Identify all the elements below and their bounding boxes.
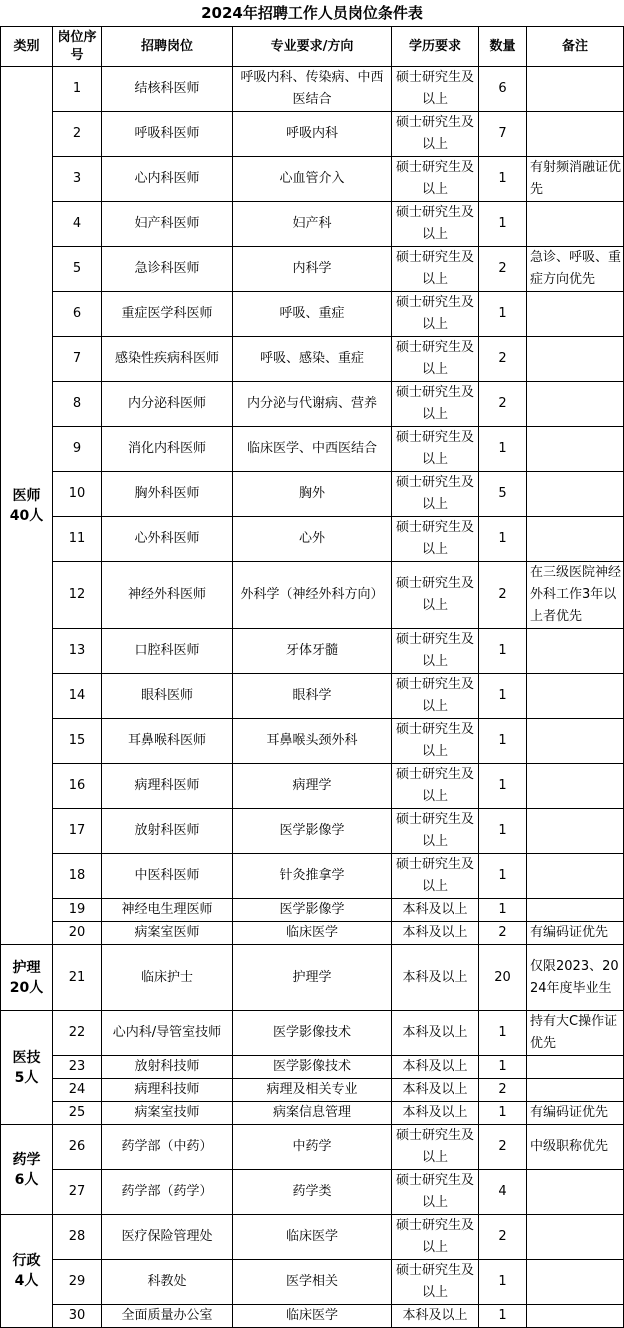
category-name: 行政 <box>12 1253 41 1269</box>
education-cell: 硕士研究生及以上 <box>392 427 479 472</box>
category-cell <box>1 67 53 945</box>
category-name: 护理 <box>12 959 41 976</box>
count-cell: 2 <box>479 1079 527 1102</box>
count-cell: 1 <box>479 674 527 719</box>
header-position: 招聘岗位 <box>102 27 233 67</box>
table-row <box>1 562 624 629</box>
count-cell: 2 <box>479 1125 527 1170</box>
table-row <box>1 1056 624 1079</box>
education-cell: 本科及以上 <box>392 1305 479 1328</box>
education-cell: 硕士研究生及以上 <box>392 202 479 247</box>
count-cell: 1 <box>479 1056 527 1079</box>
note-cell <box>527 1215 624 1260</box>
count-cell: 1 <box>479 764 527 809</box>
recruitment-table <box>0 26 624 1328</box>
education-cell: 硕士研究生及以上 <box>392 517 479 562</box>
note-cell: 中级职称优先 <box>527 1125 624 1170</box>
position-cell: 病案室医师 <box>102 922 233 945</box>
major-cell: 医学相关 <box>233 1260 392 1305</box>
category-cell <box>1 1215 53 1328</box>
education-cell: 本科及以上 <box>392 945 479 1011</box>
seq-cell: 19 <box>53 899 102 922</box>
table-row <box>1 1102 624 1125</box>
count-cell: 5 <box>479 472 527 517</box>
count-cell: 1 <box>479 427 527 472</box>
table-row <box>1 67 624 112</box>
education-cell: 本科及以上 <box>392 1011 479 1056</box>
count-cell: 2 <box>479 337 527 382</box>
category-cell <box>1 1125 53 1215</box>
major-cell: 医学影像技术 <box>233 1056 392 1079</box>
major-cell: 牙体牙髓 <box>233 629 392 674</box>
note-cell: 在三级医院神经外科工作3年以上者优先 <box>527 562 624 629</box>
education-cell: 本科及以上 <box>392 1079 479 1102</box>
education-cell: 硕士研究生及以上 <box>392 1125 479 1170</box>
education-cell: 硕士研究生及以上 <box>392 854 479 899</box>
seq-cell: 13 <box>53 629 102 674</box>
major-cell: 病理学 <box>233 764 392 809</box>
note-cell <box>527 202 624 247</box>
header-note: 备注 <box>527 27 624 67</box>
seq-cell: 20 <box>53 922 102 945</box>
seq-cell: 27 <box>53 1170 102 1215</box>
education-cell: 硕士研究生及以上 <box>392 1170 479 1215</box>
education-cell: 本科及以上 <box>392 1056 479 1079</box>
position-cell: 妇产科医师 <box>102 202 233 247</box>
major-cell: 护理学 <box>233 945 392 1011</box>
note-cell: 有射频消融证优先 <box>527 157 624 202</box>
position-cell: 全面质量办公室 <box>102 1305 233 1328</box>
major-cell: 临床医学、中西医结合 <box>233 427 392 472</box>
category-total: 6人 <box>14 1171 39 1188</box>
position-cell: 病理科技师 <box>102 1079 233 1102</box>
note-cell: 仅限2023、2024年度毕业生 <box>527 945 624 1011</box>
seq-cell: 3 <box>53 157 102 202</box>
position-cell: 药学部（中药） <box>102 1125 233 1170</box>
major-cell: 临床医学 <box>233 1215 392 1260</box>
major-cell: 病理及相关专业 <box>233 1079 392 1102</box>
header-seq: 岗位序号 <box>53 27 102 67</box>
seq-cell: 12 <box>53 562 102 629</box>
table-body <box>1 67 624 1328</box>
note-cell <box>527 899 624 922</box>
count-cell: 1 <box>479 157 527 202</box>
table-row <box>1 157 624 202</box>
education-cell: 本科及以上 <box>392 899 479 922</box>
note-cell <box>527 337 624 382</box>
seq-cell: 23 <box>53 1056 102 1079</box>
seq-cell: 8 <box>53 382 102 427</box>
note-cell <box>527 854 624 899</box>
category-total: 5人 <box>14 1069 39 1086</box>
seq-cell: 22 <box>53 1011 102 1056</box>
category-total: 4人 <box>14 1273 39 1289</box>
seq-cell: 17 <box>53 809 102 854</box>
position-cell: 临床护士 <box>102 945 233 1011</box>
position-cell: 病案室技师 <box>102 1102 233 1125</box>
major-cell: 呼吸、感染、重症 <box>233 337 392 382</box>
seq-cell: 24 <box>53 1079 102 1102</box>
count-cell: 2 <box>479 382 527 427</box>
education-cell: 硕士研究生及以上 <box>392 337 479 382</box>
position-cell: 口腔科医师 <box>102 629 233 674</box>
table-row <box>1 247 624 292</box>
note-cell <box>527 629 624 674</box>
seq-cell: 1 <box>53 67 102 112</box>
note-cell <box>527 1079 624 1102</box>
note-cell: 有编码证优先 <box>527 922 624 945</box>
count-cell: 7 <box>479 112 527 157</box>
major-cell: 呼吸内科 <box>233 112 392 157</box>
table-row <box>1 112 624 157</box>
major-cell: 医学影像学 <box>233 809 392 854</box>
table-row <box>1 427 624 472</box>
count-cell: 1 <box>479 1305 527 1328</box>
education-cell: 本科及以上 <box>392 1102 479 1125</box>
seq-cell: 26 <box>53 1125 102 1170</box>
table-row <box>1 1079 624 1102</box>
major-cell: 针灸推拿学 <box>233 854 392 899</box>
education-cell: 本科及以上 <box>392 922 479 945</box>
table-row <box>1 1011 624 1056</box>
education-cell: 硕士研究生及以上 <box>392 157 479 202</box>
note-cell <box>527 1056 624 1079</box>
note-cell: 持有大C操作证优先 <box>527 1011 624 1056</box>
position-cell: 心内科/导管室技师 <box>102 1011 233 1056</box>
table-row <box>1 899 624 922</box>
header-count: 数量 <box>479 27 527 67</box>
table-row <box>1 202 624 247</box>
note-cell <box>527 67 624 112</box>
note-cell <box>527 719 624 764</box>
count-cell: 1 <box>479 629 527 674</box>
count-cell: 1 <box>479 854 527 899</box>
seq-cell: 10 <box>53 472 102 517</box>
note-cell <box>527 674 624 719</box>
education-cell: 硕士研究生及以上 <box>392 292 479 337</box>
position-cell: 感染性疾病科医师 <box>102 337 233 382</box>
table-row <box>1 854 624 899</box>
seq-cell: 29 <box>53 1260 102 1305</box>
seq-cell: 14 <box>53 674 102 719</box>
page-title: 2024年招聘工作人员岗位条件表 <box>201 4 423 22</box>
count-cell: 2 <box>479 1215 527 1260</box>
table-row <box>1 337 624 382</box>
education-cell: 硕士研究生及以上 <box>392 809 479 854</box>
position-cell: 中医科医师 <box>102 854 233 899</box>
note-cell: 有编码证优先 <box>527 1102 624 1125</box>
count-cell: 1 <box>479 517 527 562</box>
major-cell: 临床医学 <box>233 1305 392 1328</box>
major-cell: 妇产科 <box>233 202 392 247</box>
major-cell: 心血管介入 <box>233 157 392 202</box>
major-cell: 病案信息管理 <box>233 1102 392 1125</box>
category-name: 药学 <box>12 1151 41 1168</box>
education-cell: 硕士研究生及以上 <box>392 247 479 292</box>
position-cell: 放射科医师 <box>102 809 233 854</box>
count-cell: 1 <box>479 1102 527 1125</box>
category-name: 医师 <box>12 487 41 504</box>
position-cell: 科教处 <box>102 1260 233 1305</box>
header-major: 专业要求/方向 <box>233 27 392 67</box>
seq-cell: 18 <box>53 854 102 899</box>
table-row <box>1 1170 624 1215</box>
education-cell: 硕士研究生及以上 <box>392 67 479 112</box>
count-cell: 20 <box>479 945 527 1011</box>
count-cell: 6 <box>479 67 527 112</box>
note-cell <box>527 764 624 809</box>
seq-cell: 6 <box>53 292 102 337</box>
major-cell: 内分泌与代谢病、营养 <box>233 382 392 427</box>
count-cell: 2 <box>479 247 527 292</box>
note-cell <box>527 1305 624 1328</box>
major-cell: 眼科学 <box>233 674 392 719</box>
header-education: 学历要求 <box>392 27 479 67</box>
education-cell: 硕士研究生及以上 <box>392 629 479 674</box>
table-row <box>1 719 624 764</box>
position-cell: 急诊科医师 <box>102 247 233 292</box>
count-cell: 1 <box>479 719 527 764</box>
count-cell: 2 <box>479 562 527 629</box>
table-row <box>1 629 624 674</box>
note-cell <box>527 382 624 427</box>
position-cell: 重症医学科医师 <box>102 292 233 337</box>
major-cell: 胸外 <box>233 472 392 517</box>
major-cell: 外科学（神经外科方向） <box>233 562 392 629</box>
count-cell: 1 <box>479 899 527 922</box>
note-cell <box>527 472 624 517</box>
seq-cell: 28 <box>53 1215 102 1260</box>
table-row <box>1 1215 624 1260</box>
seq-cell: 16 <box>53 764 102 809</box>
position-cell: 病理科医师 <box>102 764 233 809</box>
position-cell: 胸外科医师 <box>102 472 233 517</box>
major-cell: 药学类 <box>233 1170 392 1215</box>
table-row <box>1 1305 624 1328</box>
major-cell: 医学影像技术 <box>233 1011 392 1056</box>
note-cell <box>527 1260 624 1305</box>
major-cell: 中药学 <box>233 1125 392 1170</box>
count-cell: 1 <box>479 1011 527 1056</box>
position-cell: 呼吸科医师 <box>102 112 233 157</box>
major-cell: 呼吸、重症 <box>233 292 392 337</box>
position-cell: 神经外科医师 <box>102 562 233 629</box>
major-cell: 内科学 <box>233 247 392 292</box>
seq-cell: 2 <box>53 112 102 157</box>
seq-cell: 21 <box>53 945 102 1011</box>
position-cell: 医疗保险管理处 <box>102 1215 233 1260</box>
category-cell <box>1 945 53 1011</box>
seq-cell: 30 <box>53 1305 102 1328</box>
major-cell: 医学影像学 <box>233 899 392 922</box>
position-cell: 药学部（药学） <box>102 1170 233 1215</box>
position-cell: 神经电生理医师 <box>102 899 233 922</box>
header-category: 类别 <box>1 27 53 67</box>
note-cell <box>527 292 624 337</box>
major-cell: 临床医学 <box>233 922 392 945</box>
seq-cell: 25 <box>53 1102 102 1125</box>
education-cell: 硕士研究生及以上 <box>392 382 479 427</box>
category-cell <box>1 1011 53 1125</box>
education-cell: 硕士研究生及以上 <box>392 719 479 764</box>
position-cell: 放射科技师 <box>102 1056 233 1079</box>
table-row <box>1 922 624 945</box>
position-cell: 耳鼻喉科医师 <box>102 719 233 764</box>
seq-cell: 11 <box>53 517 102 562</box>
position-cell: 结核科医师 <box>102 67 233 112</box>
position-cell: 心外科医师 <box>102 517 233 562</box>
position-cell: 心内科医师 <box>102 157 233 202</box>
education-cell: 硕士研究生及以上 <box>392 1260 479 1305</box>
education-cell: 硕士研究生及以上 <box>392 562 479 629</box>
table-row <box>1 1125 624 1170</box>
education-cell: 硕士研究生及以上 <box>392 674 479 719</box>
table-row <box>1 1260 624 1305</box>
header-row <box>1 27 624 67</box>
education-cell: 硕士研究生及以上 <box>392 112 479 157</box>
note-cell <box>527 427 624 472</box>
seq-cell: 5 <box>53 247 102 292</box>
table-row <box>1 517 624 562</box>
category-total: 40人 <box>9 507 44 524</box>
count-cell: 1 <box>479 202 527 247</box>
education-cell: 硕士研究生及以上 <box>392 764 479 809</box>
seq-cell: 4 <box>53 202 102 247</box>
position-cell: 眼科医师 <box>102 674 233 719</box>
count-cell: 1 <box>479 809 527 854</box>
table-row <box>1 382 624 427</box>
note-cell: 急诊、呼吸、重症方向优先 <box>527 247 624 292</box>
note-cell <box>527 809 624 854</box>
count-cell: 1 <box>479 292 527 337</box>
seq-cell: 15 <box>53 719 102 764</box>
table-row <box>1 809 624 854</box>
position-cell: 内分泌科医师 <box>102 382 233 427</box>
major-cell: 呼吸内科、传染病、中西医结合 <box>233 67 392 112</box>
position-cell: 消化内科医师 <box>102 427 233 472</box>
table-row <box>1 945 624 1011</box>
seq-cell: 9 <box>53 427 102 472</box>
major-cell: 耳鼻喉头颈外科 <box>233 719 392 764</box>
count-cell: 2 <box>479 922 527 945</box>
count-cell: 1 <box>479 1260 527 1305</box>
category-total: 20人 <box>9 979 44 996</box>
note-cell <box>527 1170 624 1215</box>
education-cell: 硕士研究生及以上 <box>392 1215 479 1260</box>
table-row <box>1 764 624 809</box>
table-row <box>1 472 624 517</box>
category-name: 医技 <box>12 1049 41 1066</box>
table-row <box>1 292 624 337</box>
seq-cell: 7 <box>53 337 102 382</box>
education-cell: 硕士研究生及以上 <box>392 472 479 517</box>
note-cell <box>527 517 624 562</box>
count-cell: 4 <box>479 1170 527 1215</box>
note-cell <box>527 112 624 157</box>
table-row <box>1 674 624 719</box>
major-cell: 心外 <box>233 517 392 562</box>
